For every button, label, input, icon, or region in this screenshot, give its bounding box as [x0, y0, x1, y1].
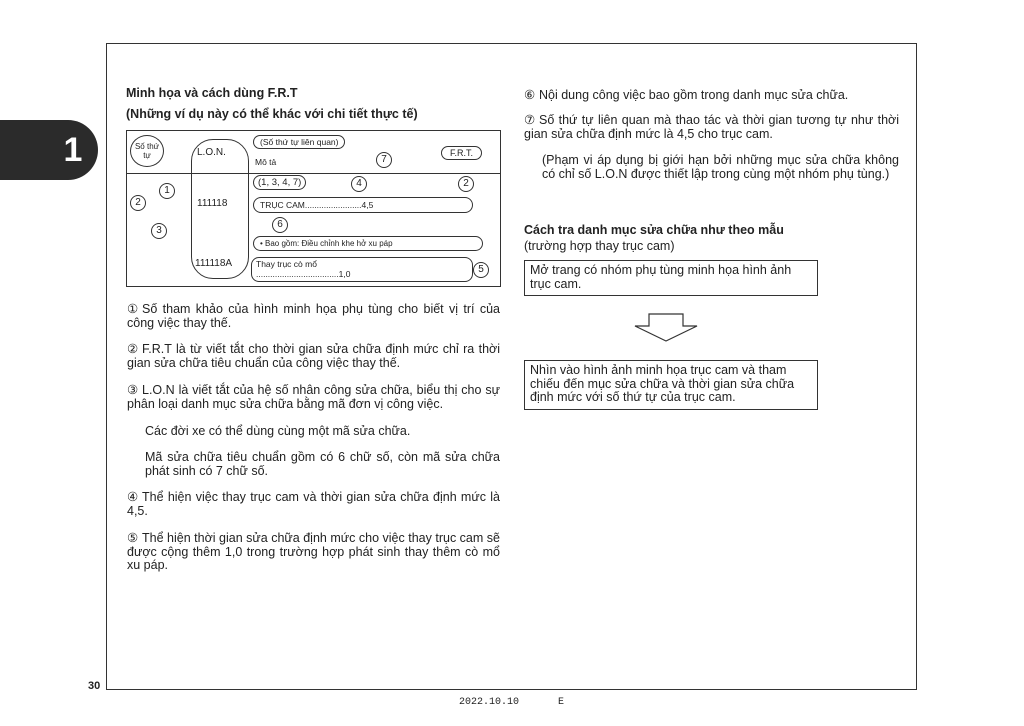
note-5 [127, 532, 500, 573]
rocker-arm-label: Thay trục cò mổ [256, 259, 317, 269]
marker-1: 1 [159, 183, 175, 199]
so-thu-tu-label: Số thứ tự [130, 135, 164, 167]
note-3 [127, 384, 500, 411]
note-7-extra: (Phạm vi áp dụng bị giới hạn bởi những mục sửa chữa không có chỉ số L.O.N được thiết lập trong cùng một nhóm phụ tùng.) [542, 153, 899, 181]
mo-ta-label: Mô tả [255, 157, 277, 167]
lon-header: L.O.N. [197, 147, 226, 158]
frt-diagram [126, 130, 501, 287]
step-1-box: Mở trang có nhóm phụ tùng minh họa hình ảnh trục cam. [524, 260, 818, 296]
section-title: Minh họa và cách dùng F.R.T [126, 86, 298, 100]
footer-date: 2022.10.10 [459, 697, 520, 708]
note-text: Nội dung công việc bao gồm trong danh mục sửa chữa. [539, 88, 849, 102]
section-subtitle: (Những ví dụ này có thể khác với chi tiết thực tế) [126, 107, 418, 121]
note-number: ④ [127, 490, 139, 504]
note-number: ② [127, 342, 139, 356]
note-1 [127, 303, 500, 330]
note-number: ⑥ [524, 88, 536, 102]
note-text: L.O.N là viết tắt của hệ số nhân công sửa chữa, biểu thị cho sự phân loại danh mục sửa chữa bằng mã đơn vị công việc. [127, 383, 500, 411]
note-6 [524, 89, 899, 103]
related-values: (1, 3, 4, 7) [253, 175, 306, 190]
note-text: F.R.T là từ viết tắt cho thời gian sửa chữa định mức chỉ ra thời gian sửa chữa tiêu chuẩn của công việc thay thế. [127, 342, 500, 370]
lookup-title: Cách tra danh mục sửa chữa như theo mẫu [524, 223, 784, 237]
code-additional: 111118A [195, 258, 233, 269]
note-7 [524, 114, 899, 141]
related-label: (Số thứ tự liên quan) [253, 135, 345, 149]
step-2-box: Nhìn vào hình ảnh minh họa trục cam và tham chiếu đến mục sửa chữa và thời gian sửa chữa định mức với số thứ tự của trục cam. [524, 360, 818, 410]
note-text: Số tham khảo của hình minh họa phụ tùng cho biết vị trí của công việc thay thế. [127, 302, 500, 330]
footer-code: E [558, 697, 565, 708]
note-number: ⑤ [127, 531, 139, 545]
note-4 [127, 491, 500, 518]
note-text: Thể hiện thời gian sửa chữa định mức cho việc thay trục cam sẽ được cộng thêm 1,0 trong trường hợp phát sinh thay thêm cò mổ xu páp. [127, 531, 500, 572]
note-text: Thể hiện việc thay trục cam và thời gian sửa chữa định mức là 4,5. [127, 490, 500, 518]
diagram-divider [127, 173, 500, 174]
marker-5: 5 [473, 262, 489, 278]
note-number: ① [127, 302, 139, 316]
note-2 [127, 343, 500, 370]
note-number: ③ [127, 383, 139, 397]
note-3-extra-a: Các đời xe có thể dùng cùng một mã sửa chữa. [145, 424, 411, 438]
frt-header: F.R.T. [441, 146, 482, 160]
rocker-arm-box [251, 257, 473, 282]
marker-7: 7 [376, 152, 392, 168]
rocker-arm-dots: ...................................1,0 [256, 269, 351, 279]
marker-4: 4 [351, 176, 367, 192]
note-text: Số thứ tự liên quan mà thao tác và thời gian tương tự như thời gian sửa chữa định mức là 4,5 cho trục cam. [524, 113, 899, 141]
chapter-tab: 1 [0, 120, 98, 180]
camshaft-line: TRỤC CAM........................4,5 [253, 197, 473, 213]
marker-3: 3 [151, 223, 167, 239]
note-number: ⑦ [524, 113, 536, 127]
code-standard: 111118 [197, 198, 228, 209]
marker-2-left: 2 [130, 195, 146, 211]
note-3-extra-b: Mã sửa chữa tiêu chuẩn gồm có 6 chữ số, còn mã sửa chữa phát sinh có 7 chữ số. [145, 450, 500, 478]
includes-line: • Bao gồm: Điều chỉnh khe hở xu páp [253, 236, 483, 251]
marker-2-right: 2 [458, 176, 474, 192]
arrow-down-icon [633, 313, 699, 343]
lookup-subtitle: (trường hợp thay trục cam) [524, 239, 675, 253]
marker-6: 6 [272, 217, 288, 233]
page-number: 30 [88, 680, 101, 692]
